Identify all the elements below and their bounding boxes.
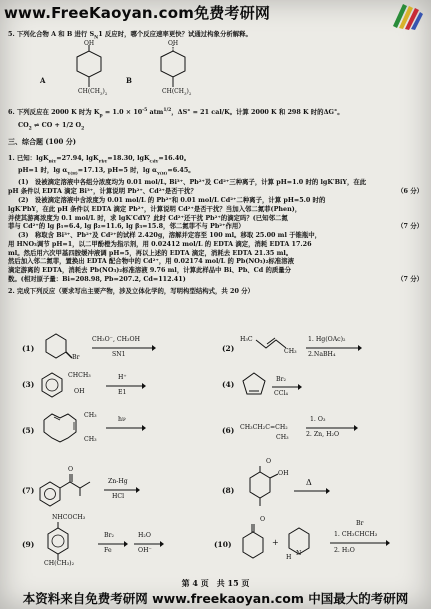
- problem-1-part-2: (2) 设被滴定溶液中含浓度为 0.01 mol/L 的 Pb²⁺和 0.01 mol/L Cd²⁺二种离子，计算 pH=5.0 时的: [18, 195, 326, 204]
- problem-1-part-2d: 菲与 Cd²⁺的 lg β₁=6.4, lg β₂=11.6, lg β₃=15.8，邻二氮菲不与 Pb²⁺作用） （7 分）: [8, 222, 423, 231]
- problem-1-part-3e: 滴定游离的 EDTA，消耗去 Pb(NO₃)₂标准溶液 9.76 ml，计算此样品中 Bi、Pb、Cd 的质量分: [8, 266, 292, 275]
- problem-1-part-3b: 用 HNO₃调节 pH=1，以二甲酚橙为指示剂，用 0.02412 mol/L 的 EDTA 滴定，消耗 EDTA 17.26: [8, 239, 312, 248]
- reaction-3-benzene-icon: [38, 370, 68, 400]
- problem-1-part-2c: 并使其游离浓度为 0.1 mol/L 时，求 lgK′CdY？此时 Cd²⁺还干扰 Pb²⁺的滴定吗？(已知邻二氮: [8, 213, 288, 222]
- question-6-equation: $CO_2$ ⇌ CO + 1/2 $O_2$: [18, 121, 85, 132]
- page-number: 第 4 页 共 15 页: [181, 578, 250, 588]
- label-a: A: [40, 76, 46, 86]
- molecule-b-oh: OH: [168, 40, 179, 48]
- problem-1-part-3d: 然后加入邻二氮菲，置换出 EDTA 配合物中的 Cd²⁺，用 0.02174 mol/L 的 Pb(NO₃)₂标准溶液: [8, 257, 294, 266]
- molecule-b-icon: [136, 43, 206, 109]
- question-6: 6. 下列反应在 2000 K 时为 $K_p = 1.0 \times 10^{-5}$ atm$^{1/2}$，ΔS° = 21 cal/K。计算 2000 K 和 298 K 时的ΔG°。: [8, 108, 344, 119]
- reaction-9-arrow-1-icon: [98, 541, 128, 547]
- reaction-10-cyclohexanone-icon: [236, 522, 270, 562]
- molecule-b-substituent: $CH(CH_3)_2$: [162, 88, 192, 97]
- reaction-9-substrate-icon: [38, 522, 78, 564]
- molecule-a-oh: OH: [84, 40, 95, 48]
- reaction-7-ketone-icon: [36, 468, 98, 508]
- problem-1-part-3c: ml。然后用六次甲基四胺缓冲液调 pH=5，再以上述的 EDTA 滴定，消耗去 EDTA 21.35 ml。: [8, 248, 293, 257]
- page-content: [8, 30, 423, 296]
- reaction-10-arrow-icon: [330, 540, 390, 546]
- reaction-1-substrate-icon: [40, 328, 84, 368]
- question-5: 5. 下列化合物 A 和 B 进行 $S_N1$ 反应时，哪个反应速率更快？试通过构象分析解释。: [8, 30, 252, 41]
- site-logo-icon: [389, 2, 425, 30]
- footer-watermark: 本资料来自免费考研网 www.freekaoyan.com 中国最大的考研网: [22, 591, 409, 606]
- label-b: B: [126, 76, 132, 86]
- reaction-5-triene-icon: [38, 408, 88, 452]
- reactions-area: (1) Br CH₃O⁻, CH₃OH SN1 (2) H₃C CH₃ 1. Hg(OAc)₂ 2.NaBH₄ (3) CHCH₃ OH H⁺ E1 (4) Br₂ CCl₄ (5) CH₃ CH₃ hν (6) CH₃CH₂C=CH₂ CH₃ 1. O₃ 2. Zn, H₂O (7) O Zn-Hg HCl (8) O OH Δ (9) NHCOCH₃ CH(CH₃)₂ Br₂ Fe H₂O OH⁻ (10) O + N H Br 1. CH₃CHCH₃ 2. H₂O: [8, 318, 423, 576]
- problem-1-given-2: pH=1 时，$\lg \alpha_{Y(H)}=17.13$, pH=5 时，$\lg \alpha_{Y(H)}=6.45$。: [18, 166, 195, 176]
- molecule-a-substituent: $CH(CH_3)_2$: [78, 88, 108, 97]
- reaction-8-arrow-icon: [294, 488, 330, 494]
- problem-1-part-3f: 数。(相对原子量：Bi=208.98, Pb=207.2, Cd=112.41) （7 分）: [8, 275, 423, 284]
- problem-1-part-1b: pH 条件以 EDTA 滴定 Bi³⁺，计算说明 Pb²⁺、Cd²⁺是否干扰？ （6 分）: [8, 187, 423, 196]
- site-watermark: www.FreeKaoyan.com免费考研网: [4, 4, 271, 22]
- problem-1-part-1: (1) 设被滴定溶液中各组分浓度均为 0.01 mol/L, Bi³⁺、Pb²⁺及 Cd²⁺三种离子，计算 pH=1.0 时的 lgK′BiY，在此: [18, 178, 367, 187]
- problem-1-given: 1. 已知：lgK$_{BiY}$=27.94, lgK$_{PbY}$=18.30, lgK$_{CdY}$=16.40。: [8, 154, 191, 164]
- reaction-5-arrow-icon: [106, 425, 146, 431]
- problem-2-title: 2. 完成下列反应（要求写出主要产物，涉及立体化学的，写明构型结构式，共 20 分）: [8, 286, 254, 295]
- molecule-a-icon: [52, 43, 122, 109]
- q5-structures: [8, 40, 423, 107]
- problem-1-part-2b: lgK′PbY，在此 pH 条件以 EDTA 滴定 Pb²⁺，计算说明 Cd²⁺是否干扰？当加入邻二氮菲(Phen)，: [8, 204, 302, 213]
- section-3-title: 三、综合题 (100 分): [8, 137, 77, 147]
- reaction-4-cyclopentene-icon: [240, 370, 268, 398]
- problem-1-part-3: (3) 称取含 Bi³⁺、Pb²⁺及 Cd²⁺的试样 2.420g，溶解并定容至 100 ml。移取 25.00 ml 于锥瓶中，: [18, 231, 322, 240]
